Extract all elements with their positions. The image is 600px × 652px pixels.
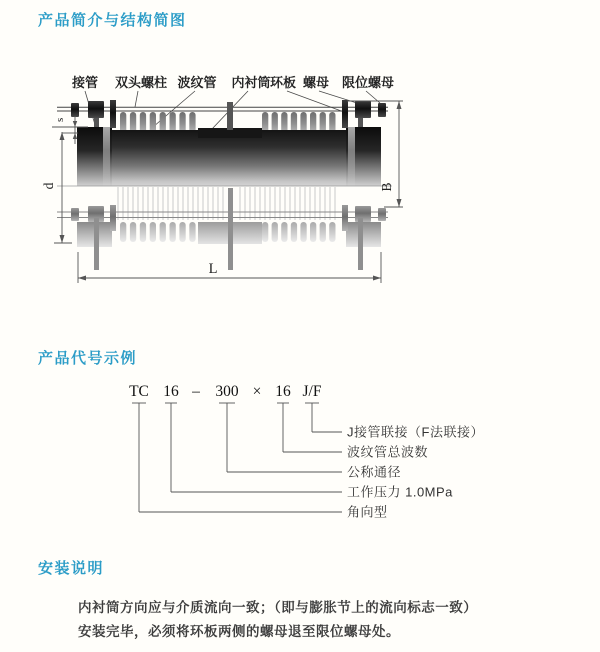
code-connector-lines — [132, 403, 342, 512]
code-part-times: × — [252, 383, 262, 400]
code-part-diameter: 300 — [215, 383, 239, 400]
section-title-intro: 产品简介与结构简图 — [38, 12, 187, 29]
install-line-1: 内衬筒方向应与介质流向一致；（即与膨胀节上的流向标志一致） — [78, 600, 478, 615]
legend-type: 角向型 — [347, 504, 388, 520]
install-line-2: 安装完毕，必须将环板两侧的螺母退至限位螺母处。 — [78, 623, 400, 639]
dim-s: s — [54, 117, 66, 122]
label-ring-plate: 环板 — [269, 75, 297, 90]
label-inner-liner: 内衬筒 — [231, 75, 271, 90]
label-limit-nut: 限位螺母 — [341, 75, 395, 90]
top-half — [57, 100, 392, 186]
install-instructions — [78, 596, 558, 643]
dimension-d — [41, 132, 72, 243]
legend-waves: 波纹管总波数 — [347, 444, 429, 460]
dim-L: L — [208, 261, 218, 277]
label-nut: 螺母 — [302, 75, 330, 90]
legend-connection: J接管联接（F法联接） — [347, 424, 484, 440]
structure-diagram — [0, 60, 600, 305]
label-stud-bolt: 双头螺柱 — [114, 75, 168, 90]
code-part-dash: – — [192, 383, 200, 400]
label-pipe-stub: 接管 — [71, 75, 99, 90]
code-part-connection: J/F — [302, 383, 322, 400]
code-part-pressure: 16 — [163, 383, 179, 400]
label-bellows: 波纹管 — [177, 75, 217, 90]
code-part-waves: 16 — [275, 383, 291, 400]
legend-diameter: 公称通径 — [347, 464, 402, 480]
dim-d: d — [41, 182, 56, 190]
legend-pressure: 工作压力 1.0MPa — [347, 484, 453, 500]
dim-B: B — [379, 182, 394, 192]
section-title-code: 产品代号示例 — [38, 350, 138, 367]
code-part-type: TC — [129, 383, 149, 400]
product-code-diagram — [0, 372, 600, 532]
bottom-half — [57, 187, 388, 270]
section-title-install: 安装说明 — [38, 560, 105, 577]
